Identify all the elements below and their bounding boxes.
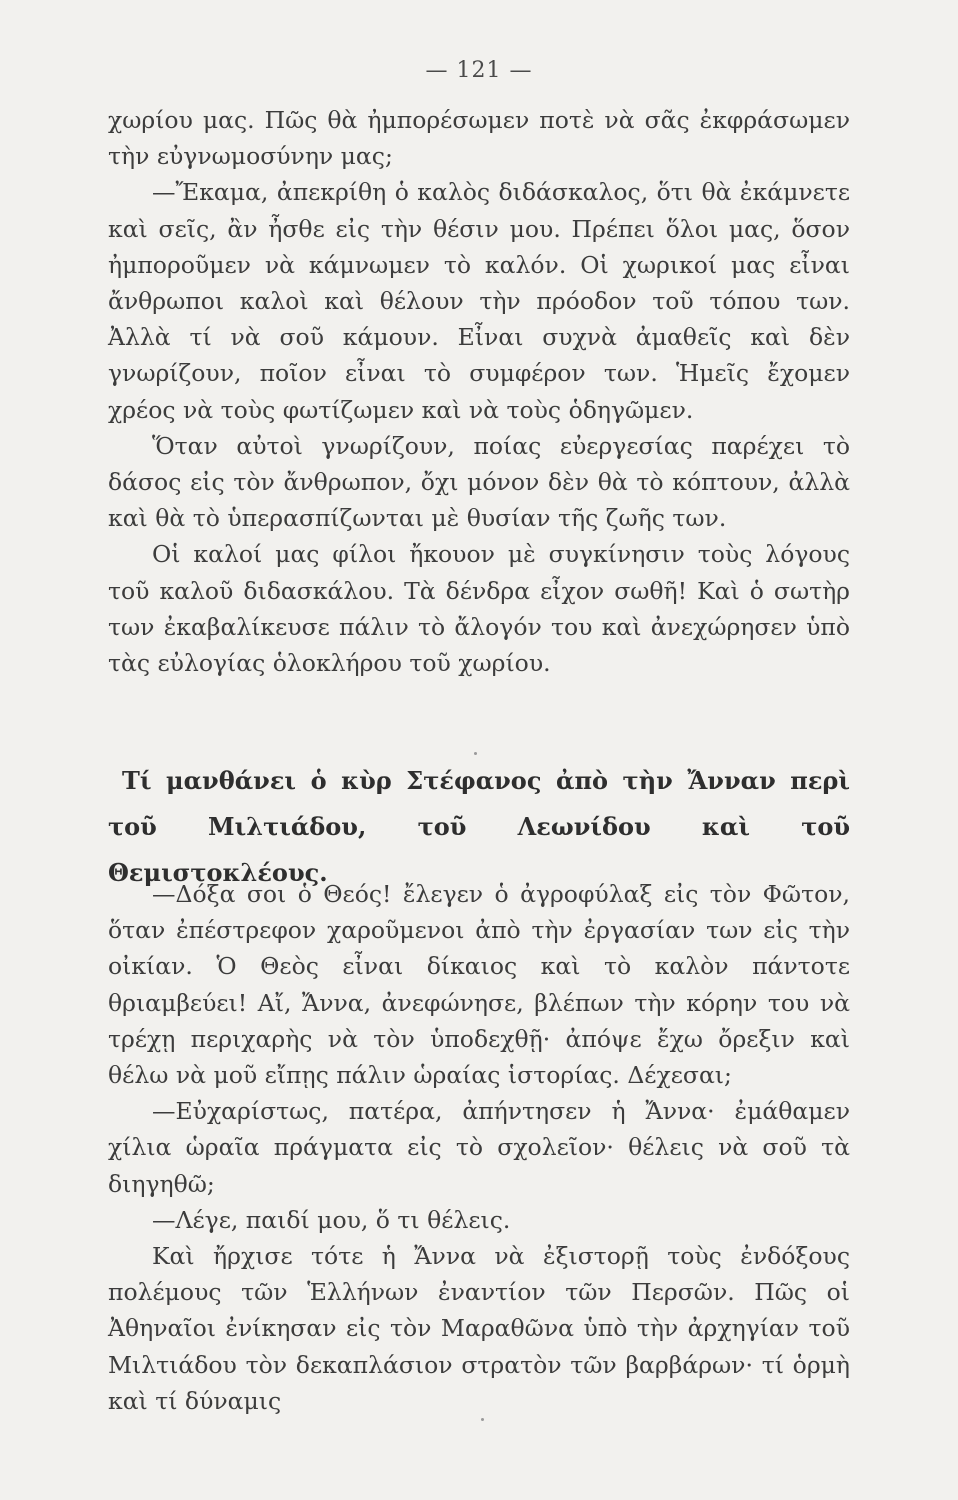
paragraph: —Λέγε, παιδί μου, ὅ τι θέλεις. bbox=[152, 1205, 511, 1234]
paragraph: —Εὐχαρίστως, πατέρα, ἀπήντησεν ἡ Ἄννα· ἐμάθαμεν χίλια ὡραῖα πράγματα εἰς τὸ σχολεῖον· θέλεις νὰ σοῦ τὰ διηγηθῶ; bbox=[108, 1097, 850, 1198]
paragraph: —Ἔκαμα, ἀπεκρίθη ὁ καλὸς διδάσκαλος, ὅτι θὰ ἐκάμνετε καὶ σεῖς, ἂν ἦσθε εἰς τὴν θέσιν μου. Πρέπει ὅλοι μας, ὅσον ἠμποροῦμεν νὰ κάμνωμεν τὸ καλόν. Οἱ χωρικοί μας εἶναι ἄνθρωποι καλοὶ καὶ θέλουν τὴν πρόοδον τοῦ τόπου των. Ἀλλὰ τί νὰ σοῦ κάμουν. Εἶναι συχνὰ ἀμαθεῖς καὶ δὲν γνωρίζουν, ποῖον εἶναι τὸ συμφέρον των. Ἡμεῖς ἔχομεν χρέος νὰ τοὺς φωτίζωμεν καὶ νὰ τοὺς ὁδηγῶμεν. bbox=[108, 178, 850, 424]
section-heading-text: Τί μανθάνει ὁ κὺρ Στέφανος ἀπὸ τὴν Ἄνναν περὶ τοῦ Μιλτιάδου, τοῦ Λεωνίδου καὶ τοῦ Θεμιστοκλέους. bbox=[108, 766, 850, 887]
paper-speck bbox=[481, 1418, 484, 1421]
paragraph: —Δόξα σοι ὁ Θεός! ἔλεγεν ὁ ἀγροφύλαξ εἰς τὸν Φῶτον, ὅταν ἐπέστρεφον χαροῦμενοι ἀπὸ τὴν ἐργασίαν των εἰς τὴν οἰκίαν. Ὁ Θεὸς εἶναι δίκαιος καὶ τὸ καλὸν πάντοτε θριαμβεύει! Αἴ, Ἄννα, ἀνεφώνησε, βλέπων τὴν κόρην του νὰ τρέχῃ περιχαρὴς νὰ τὸν ὑποδεχθῇ· ἀπόψε ἔχω ὄρεξιν καὶ θέλω νὰ μοῦ εἴπῃς πάλιν ὡραίας ἱστορίας. Δέχεσαι; bbox=[108, 880, 850, 1090]
page-number: — 121 — bbox=[425, 58, 533, 83]
paragraph: Καὶ ἤρχισε τότε ἡ Ἄννα νὰ ἐξιστορῇ τοὺς ἐνδόξους πολέμους τῶν Ἑλλήνων ἐναντίον τῶν Περσῶν. Πῶς οἱ Ἀθηναῖοι ἐνίκησαν εἰς τὸν Μαραθῶνα ὑπὸ τὴν ἀρχηγίαν τοῦ Μιλτιάδου τὸν δεκαπλάσιον στρατὸν τῶν βαρβάρων· τί ὁρμὴ καὶ τί δύναμις bbox=[108, 1242, 850, 1415]
paragraph: Οἱ καλοί μας φίλοι ἤκουον μὲ συγκίνησιν τοὺς λόγους τοῦ καλοῦ διδασκάλου. Τὰ δένδρα εἶχον σωθῆ! Καὶ ὁ σωτὴρ των ἐκαβαλίκευσε πάλιν τὸ ἄλογόν του καὶ ἀνεχώρησεν ὑπὸ τὰς εὐλογίας ὁλοκλήρου τοῦ χωρίου. bbox=[108, 540, 850, 678]
body-text-top bbox=[108, 102, 850, 681]
paper-speck bbox=[474, 752, 477, 755]
paragraph: χωρίου μας. Πῶς θὰ ἠμπορέσωμεν ποτὲ νὰ σᾶς ἐκφράσωμεν τὴν εὐγνωμοσύνην μας; bbox=[108, 106, 850, 171]
paragraph: Ὅταν αὐτοὶ γνωρίζουν, ποίας εὐεργεσίας παρέχει τὸ δάσος εἰς τὸν ἄνθρωπον, ὄχι μόνον δὲν θὰ τὸ κόπτουν, ἀλλὰ καὶ θὰ τὸ ὑπερασπίζωνται μὲ θυσίαν τῆς ζωῆς των. bbox=[108, 431, 850, 533]
body-text-bottom bbox=[108, 876, 850, 1419]
